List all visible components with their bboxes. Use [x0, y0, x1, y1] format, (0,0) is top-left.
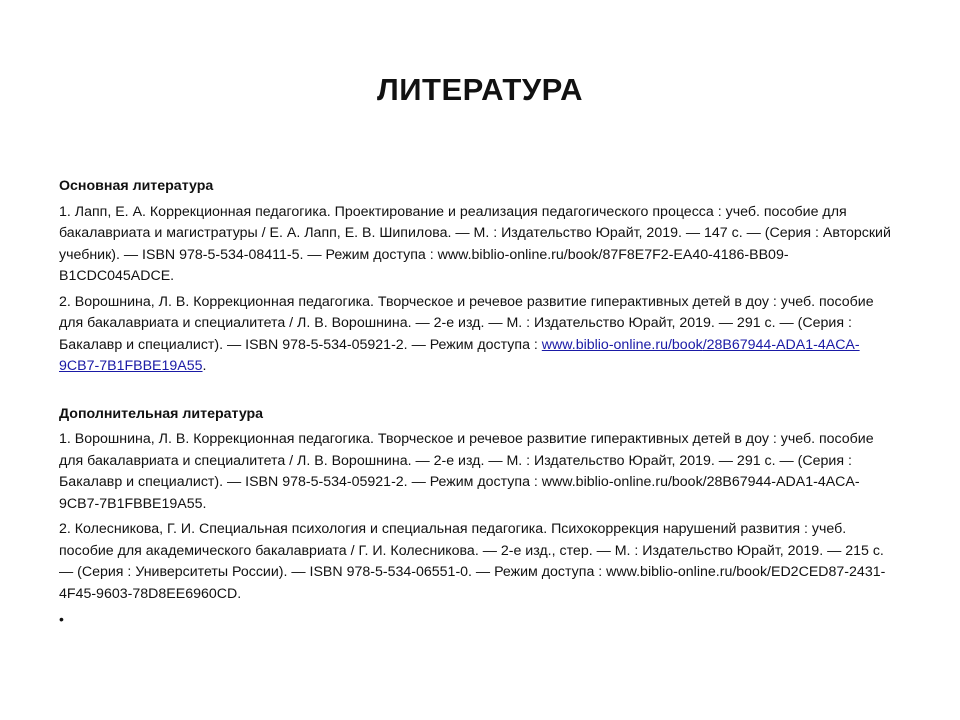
page-title: ЛИТЕРАТУРА — [376, 72, 583, 107]
main-ref-2-text: 2. Ворошнина, Л. В. Коррекционная педагогика. Творческое и речевое развитие гиперактивных детей в доу : учеб. пособие для бакалавриата и специалитета / Л. В. Ворошнина. — 2-е изд. — М. : Издательство Юрайт, 2019. — 291 с. — (Серия : Бакалавр и специалист). — ISBN 978-5-534-05921-2. — Режим доступа : — [59, 293, 874, 353]
main-ref-2 — [59, 292, 899, 378]
extra-ref-2: 2. Колесникова, Г. И. Специальная психология и специальная педагогика. Психокоррекция нарушений развития : учеб. пособие для академического бакалавриата / Г. И. Колесникова. — 2-е изд., стер. — М. : Издательство Юрайт, 2019. — 215 с. — (Серия : Университеты России). — ISBN 978-5-534-06551-0. — Режим доступа : www.biblio-online.ru/book/ED2CED87-2431-4F45-9603-78D8EE6960CD. — [59, 521, 886, 602]
extra-literature-heading: Дополнительная литература — [59, 405, 264, 422]
main-ref-1: 1. Лапп, Е. А. Коррекционная педагогика. Проектирование и реализация педагогического процесса : учеб. пособие для бакалавриата и магистратуры / Е. А. Лапп, Е. В. Шипилова. — М. : Издательство Юрайт, 2019. — 147 с. — (Серия : Авторский учебник). — ISBN 978-5-534-08411-5. — Режим доступа : www.biblio-online.ru/book/87F8E7F2-EA40-4186-BB09-B1CDC045ADCE. — [59, 203, 891, 284]
biblio-online-link-tail[interactable]: /28B67944-ADA1-4ACA-9CB7-7B1FBBE19A55 — [59, 336, 860, 374]
literature-content — [59, 176, 899, 631]
empty-bullet: • — [59, 611, 64, 627]
main-literature-heading: Основная литература — [59, 178, 214, 194]
main-ref-2-end: . — [202, 358, 207, 374]
extra-ref-1: 1. Ворошнина, Л. В. Коррекционная педагогика. Творческое и речевое развитие гиперактивных детей в доу : учеб. пособие для бакалавриата и специалитета / Л. В. Ворошнина. — 2-е изд. — М. : Издательство Юрайт, 2019. — 291 с. — (Серия : Бакалавр и специалист). — ISBN 978-5-534-05921-2. — Режим доступа : www.biblio-online.ru/book/28B67944-ADA1-4ACA-9CB7-7B1FBBE19A55. — [59, 431, 874, 512]
biblio-online-link[interactable]: www.biblio-online.ru/book — [541, 336, 703, 353]
section-gap — [59, 382, 899, 404]
